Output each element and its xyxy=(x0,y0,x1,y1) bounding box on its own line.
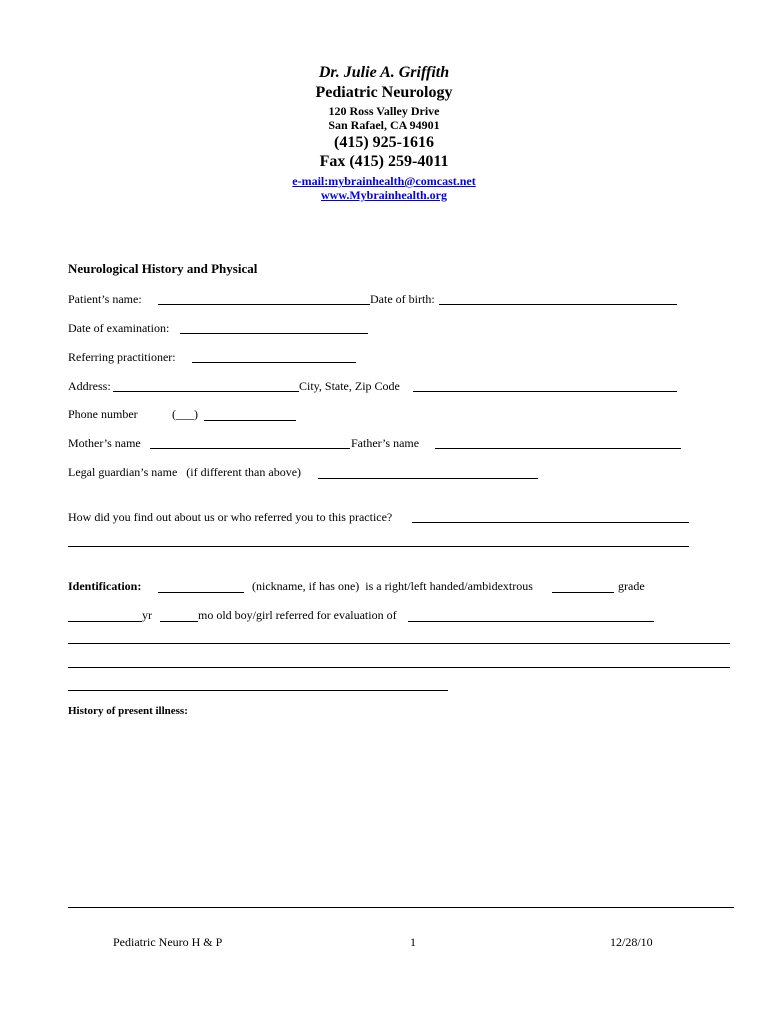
evaluation-reason-line-4[interactable] xyxy=(68,690,448,691)
identification-label: Identification: xyxy=(68,579,142,593)
doctor-name: Dr. Julie A. Griffith xyxy=(318,64,450,81)
mother-name-label: Mother’s name xyxy=(68,436,141,450)
fax-number: Fax (415) 259-4011 xyxy=(319,153,449,170)
footer-date: 12/28/10 xyxy=(610,935,653,949)
evaluation-reason-field[interactable] xyxy=(408,621,654,622)
age-years-label: yr xyxy=(142,608,152,622)
phone-area-code-field[interactable]: (___) xyxy=(172,407,198,421)
phone-number: (415) 925-1616 xyxy=(334,134,434,151)
age-years-field[interactable] xyxy=(68,621,142,622)
city-state-zip-field[interactable] xyxy=(413,391,677,392)
referral-answer-field[interactable] xyxy=(412,522,689,523)
address-label: Address: xyxy=(68,379,111,393)
footer-divider xyxy=(68,907,734,908)
form-title: Neurological History and Physical xyxy=(68,261,258,276)
mother-name-field[interactable] xyxy=(150,448,350,449)
city-state-zip-label: City, State, Zip Code xyxy=(299,379,400,393)
referral-answer-line-2[interactable] xyxy=(68,546,689,547)
exam-date-field[interactable] xyxy=(180,333,368,334)
practice-name: Pediatric Neurology xyxy=(315,84,453,101)
email-link[interactable]: e-mail:mybrainhealth@comcast.net xyxy=(292,174,476,188)
address-line-2: San Rafael, CA 94901 xyxy=(328,118,440,132)
evaluation-reason-line-3[interactable] xyxy=(68,667,730,668)
phone-label: Phone number xyxy=(68,407,138,421)
referring-label: Referring practitioner: xyxy=(68,350,176,364)
history-label: History of present illness: xyxy=(68,705,188,717)
guardian-label: Legal guardian’s name (if different than above) xyxy=(68,465,302,479)
footer-page-number: 1 xyxy=(410,935,416,949)
evaluation-reason-line-2[interactable] xyxy=(68,643,730,644)
patient-name-label: Patient’s name: xyxy=(68,292,142,306)
address-line-1: 120 Ross Valley Drive xyxy=(328,104,440,118)
referring-field[interactable] xyxy=(192,362,356,363)
grade-label: grade xyxy=(618,579,645,593)
guardian-field[interactable] xyxy=(318,478,538,479)
father-name-field[interactable] xyxy=(435,448,681,449)
age-months-field[interactable] xyxy=(160,621,198,622)
patient-name-field[interactable] xyxy=(158,304,370,305)
age-months-text: mo old boy/girl referred for evaluation of xyxy=(198,608,397,622)
exam-date-label: Date of examination: xyxy=(68,321,170,335)
website-link[interactable]: www.Mybrainhealth.org xyxy=(321,188,447,202)
phone-number-field[interactable] xyxy=(204,420,296,421)
referral-question-label: How did you find out about us or who referred you to this practice? xyxy=(68,510,393,524)
identification-nickname-text: (nickname, if has one) is a right/left handed/ambidextrous xyxy=(252,579,533,593)
address-field[interactable] xyxy=(113,391,299,392)
identification-name-field[interactable] xyxy=(158,592,244,593)
father-name-label: Father’s name xyxy=(351,436,420,450)
grade-field[interactable] xyxy=(552,592,614,593)
footer-left-text: Pediatric Neuro H & P xyxy=(113,935,223,949)
dob-label: Date of birth: xyxy=(370,292,435,306)
dob-field[interactable] xyxy=(439,304,677,305)
